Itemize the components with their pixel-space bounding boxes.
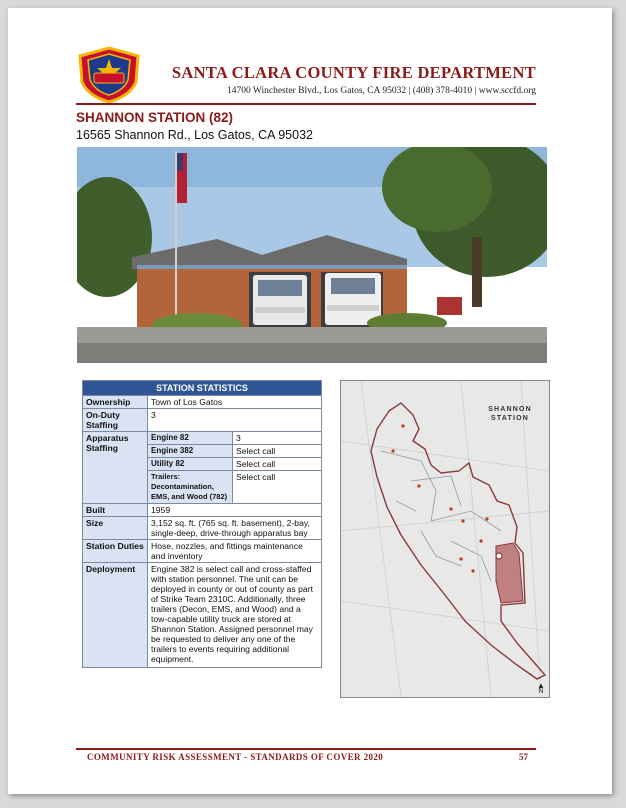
apparatus-name: Utility 82 xyxy=(148,458,233,471)
page-number: 57 xyxy=(519,752,528,762)
apparatus-value: Select call xyxy=(233,458,322,471)
apparatus-value: 3 xyxy=(233,432,322,445)
header-divider xyxy=(76,103,536,105)
duties-label: Station Duties xyxy=(83,540,148,563)
department-address: 14700 Winchester Blvd., Los Gatos, CA 95032 | (408) 378-4010 | www.sccfd.org xyxy=(226,86,536,96)
apparatus-value: Select call xyxy=(233,471,322,504)
staffing-value: 3 xyxy=(148,409,322,432)
map-label: SHANNON STATION xyxy=(488,406,532,422)
staffing-label: On-Duty Staffing xyxy=(83,409,148,432)
footer-divider xyxy=(76,748,536,750)
table-row xyxy=(83,432,322,445)
footer-title: COMMUNITY RISK ASSESSMENT - STANDARDS OF COVER 2020 xyxy=(87,752,384,762)
apparatus-label: Apparatus Staffing xyxy=(83,432,148,504)
station-statistics-table xyxy=(82,380,322,668)
duties-value: Hose, nozzles, and fittings maintenance and inventory xyxy=(148,540,322,563)
table-row xyxy=(83,540,322,563)
north-label: N xyxy=(538,688,544,695)
north-arrow-icon: ▲ N xyxy=(537,681,545,695)
document-page xyxy=(8,8,612,794)
apparatus-name: Trailers: Decontamination, EMS, and Wood (782) xyxy=(148,471,233,504)
station-address: 16565 Shannon Rd., Los Gatos, CA 95032 xyxy=(76,128,313,142)
built-label: Built xyxy=(83,504,148,517)
table-row xyxy=(83,409,322,432)
apparatus-value: Select call xyxy=(233,445,322,458)
table-row xyxy=(83,504,322,517)
district-map xyxy=(341,381,549,697)
size-value: 3,152 sq. ft. (765 sq. ft. basement), 2-bay, single-deep, drive-through apparatus bay xyxy=(148,517,322,540)
table-row xyxy=(83,563,322,668)
deployment-label: Deployment xyxy=(83,563,148,668)
ownership-value: Town of Los Gatos xyxy=(148,396,322,409)
size-label: Size xyxy=(83,517,148,540)
deployment-value: Engine 382 is select call and cross-staffed with station personnel. The unit can be deployed in county or out of county as part of Strike Team 2310C. Additionally, three trailers (Decon, EMS, and Wood) and a tow-capable utility truck are stored at Shannon Station. Assigned personnel may be requested to deliver any one of the trailers to events requiring additional equipment. xyxy=(148,563,322,668)
department-name: SANTA CLARA COUNTY FIRE DEPARTMENT xyxy=(171,63,536,82)
station-map xyxy=(340,380,550,698)
station-photo xyxy=(77,147,547,363)
station-title: SHANNON STATION (82) xyxy=(76,110,234,125)
table-heading: STATION STATISTICS xyxy=(83,381,322,396)
apparatus-name: Engine 382 xyxy=(148,445,233,458)
fire-department-logo xyxy=(74,46,144,104)
built-value: 1959 xyxy=(148,504,322,517)
table-row xyxy=(83,517,322,540)
apparatus-name: Engine 82 xyxy=(148,432,233,445)
ownership-label: Ownership xyxy=(83,396,148,409)
table-row xyxy=(83,396,322,409)
